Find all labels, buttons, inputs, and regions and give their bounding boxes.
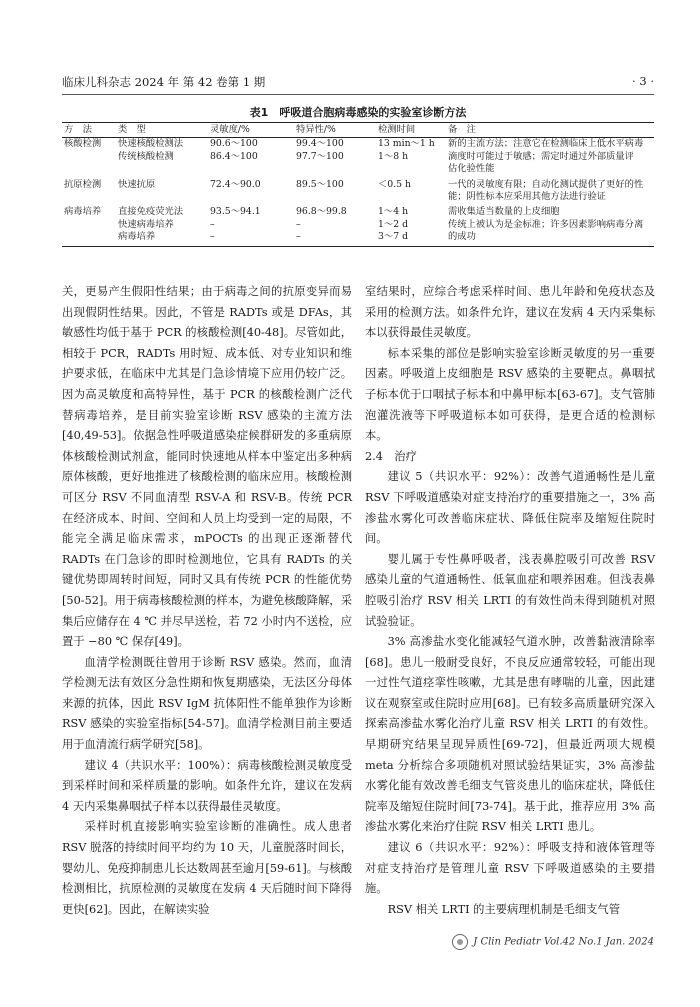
table-cell: 86.4～100 (210, 150, 258, 162)
table-cell: 传统核酸检测 (118, 150, 174, 162)
table-caption: 表1 呼吸道合胞病毒感染的实验室诊断方法 (249, 106, 467, 119)
table-row (62, 219, 654, 231)
table-cell: 72.4～90.0 (210, 178, 261, 190)
table-cell: 快速核酸检测法 (118, 138, 184, 150)
table-row (62, 138, 654, 151)
footer-journal: J Clin Pediatr Vol.42 No.1 Jan. 2024 (473, 936, 654, 948)
table-cell: 的成功 (446, 231, 654, 246)
table-cell: 滴度时可能过于敏感；需定时通过外部质量评 估化验性能 (448, 150, 634, 175)
paragraph: 关，更易产生假阳性结果；由于病毒之间的抗原变异而易出现假阴性结果。因此，不管是 RADTs 或是 DFAs，其敏感性均低于基于 PCR 的核酸检测[40-48]。尽管如此，相较于 PCR，RADTs 用时短、成本低、对专业知识和维护要求低，在临床中尤其是门急诊情境下应用仍较广泛。因为高灵敏度和高特异性，基于 PCR 的核酸检测广泛代替病毒培养，是目前实验室诊断 RSV 感染的主流方法[40,49-53]。依据急性呼吸道感染症候群研发的多重病原体核酸检测试剂盒，能同时快速地从样本中鉴定出多种病原体核酸，更好地推进了核酸检测的临床应用。核酸检测可区分 RSV 不同血清型 RSV-A 和 RSV-B。传统 PCR 在经济成本、时间、空间和人员上均受到一定的局限，不能完全满足临床需求，mPOCTs 的出现正逐渐替代 RADTs 在门急诊的即时检测地位，它具有 RADTs 的关键优势即周转时间短，同时又具有传统 PCR 的性能优势[50-52]。用于病毒核酸检测的样本，为避免核酸降解，采集后应储存在 4 ℃ 并尽早送检，若 72 小时内不送检，应置于 −80 ℃ 保存[49]。 (62, 285, 352, 649)
paragraph: RSV 相关 LRTI 的主要病理机制是毛细支气管 (387, 902, 621, 916)
table-cell: 核酸检测 (64, 138, 102, 150)
table-cell (62, 151, 116, 176)
table-cell: 97.7～100 (296, 150, 344, 162)
table-cell: 96.8～99.8 (296, 206, 347, 218)
table-cell (62, 219, 116, 231)
table-cell: – (296, 218, 301, 230)
header-rule (62, 94, 654, 95)
table-header-row (62, 123, 654, 138)
table-row (62, 203, 654, 218)
table-cell: ＜0.5 h (378, 178, 412, 190)
left-column (62, 282, 352, 920)
table-cell: 需收集适当数量的上皮细胞 (448, 206, 560, 218)
table-header-cell: 灵敏度/% (208, 123, 294, 138)
journal-header: 临床儿科杂志 2024 年 第 42 卷第 1 期 (62, 75, 266, 89)
paragraph: 建议 4（共识水平：100%）：病毒核酸检测灵敏度受到采样时间和采样质量的影响。如条件允许，建议在发病 4 天内采集鼻咽拭子样本以获得最佳灵敏度。 (62, 758, 352, 813)
table-cell: 传统上被认为是金标准；许多因素影响病毒分离 (448, 218, 644, 230)
table-cell: 一代的灵敏度有限；自动化测试提供了更好的性 能；阴性标本应采用其他方法进行验证 (448, 178, 644, 203)
table-header-cell: 特异性/% (294, 123, 376, 138)
table-cell: 89.5～100 (296, 178, 344, 190)
running-header (62, 74, 654, 92)
table-cell: 99.4～100 (296, 138, 344, 150)
paragraph: 3% 高渗盐水变化能减轻气道水肿，改善黏液清除率[68]。患儿一般耐受良好，不良反应通常较轻，可能出现一过性气道痉挛性咳嗽，尤其是患有哮喘的儿童，因此建议在观察室或住院时应用[68]。已有较多高质量研究深入探索高渗盐水雾化治疗儿童 RSV 相关 LRTI 的有效性。早期研究结果呈现异质性[69-72]，但最近两项大规模 meta 分析综合多项随机对照试验结果证实，3% 高渗盐水雾化能有效改善毛细支气管炎患儿的临床症状，降低住院率及缩短住院时间[73-74]。基于此，推荐应用 3% 高渗盐水雾化来治疗住院 RSV 相关 LRTI 患儿。 (365, 635, 655, 834)
page-number: · 3 · (632, 74, 654, 88)
table-cell: 直接免疫荧光法 (118, 206, 184, 218)
table-cell: 93.5～94.1 (210, 206, 261, 218)
table-header-cell: 方 法 (62, 123, 116, 138)
table-cell: 1～8 h (378, 150, 409, 162)
table-row (62, 231, 654, 246)
table-cell: – (210, 218, 215, 230)
paragraph: 婴儿属于专性鼻呼吸者，浅表鼻腔吸引可改善 RSV 感染儿童的气道通畅性、低氧血症和喂养困难。但浅表鼻腔吸引治疗 RSV 相关 LRTI 的有效性尚未得到随机对照试验验证。 (365, 552, 655, 628)
right-column (365, 282, 655, 920)
table-cell: 病毒培养 (116, 231, 208, 246)
table-cell: 病毒培养 (64, 206, 102, 218)
paragraph: 建议 6（共识水平：92%）：呼吸支持和液体管理等对症支持治疗是管理儿童 RSV 下呼吸道感染的主要措施。 (365, 841, 655, 896)
journal-logo-icon (452, 934, 468, 950)
table-cell: 90.6～100 (210, 138, 258, 150)
table-header-cell: 检测时间 (376, 123, 446, 138)
table-cell: 快速病毒培养 (118, 218, 174, 230)
table-header-cell: 备 注 (446, 123, 654, 138)
section-heading: 2.4 治疗 (365, 449, 417, 463)
table-cell: 1～4 h (378, 206, 409, 218)
paragraph: 血清学检测既往曾用于诊断 RSV 感染。然而，血清学检测无法有效区分急性期和恢复期感染，无法区分母体来源的抗体，因此 RSV IgM 抗体阳性不能单独作为诊断 RSV 感染的实验室指标[54-57]。血清学检测目前主要适用于血清流行病学研究[58]。 (62, 655, 352, 752)
table-cell (62, 231, 116, 246)
table-cell: 新的主流方法；注意它在检测临床上低水平病毒 (448, 138, 644, 150)
table-cell: 13 min～1 h (378, 138, 435, 150)
table-header-cell: 类 型 (116, 123, 208, 138)
table-cell: 1～2 d (378, 218, 409, 230)
diagnosis-table (62, 122, 654, 247)
table-cell: – (208, 231, 294, 246)
paragraph: 室结果时，应综合考虑采样时间、患儿年龄和免疫状态及采用的检测方法。如条件允许，建议在发病 4 天内采集标本以获得最佳灵敏度。 (365, 285, 655, 340)
table-row (62, 176, 654, 204)
footer (452, 934, 654, 950)
table-cell: – (294, 231, 376, 246)
table-row (62, 151, 654, 176)
paragraph: 采样时机直接影响实验室诊断的准确性。成人患者 RSV 脱落的持续时间平均约为 10 天，儿童脱落时间长，婴幼儿、免疫抑制患儿长达数周甚至逾月[59-61]。与核酸检测相比，抗原检测的灵敏度在发病 4 天后随时间下降得更快[62]。因此，在解读实验 (62, 820, 352, 916)
paragraph: 标本采集的部位是影响实验室诊断灵敏度的另一重要因素。呼吸道上皮细胞是 RSV 感染的主要靶点。鼻咽拭子标本优于口咽拭子标本和中鼻甲标本[63-67]。支气管肺泡灌洗液等下呼吸道标本如可获得，是更合适的检测标本。 (365, 346, 655, 443)
table-cell: 抗原检测 (64, 178, 102, 190)
table-cell: 快速抗原 (118, 178, 156, 190)
table-body (62, 138, 654, 246)
paragraph: 建议 5（共识水平：92%）：改善气道通畅性是儿童 RSV 下呼吸道感染对症支持治疗的重要措施之一，3% 高渗盐水雾化可改善临床症状、降低住院率及缩短住院时间。 (365, 470, 655, 546)
table-cell: 3～7 d (376, 231, 446, 246)
